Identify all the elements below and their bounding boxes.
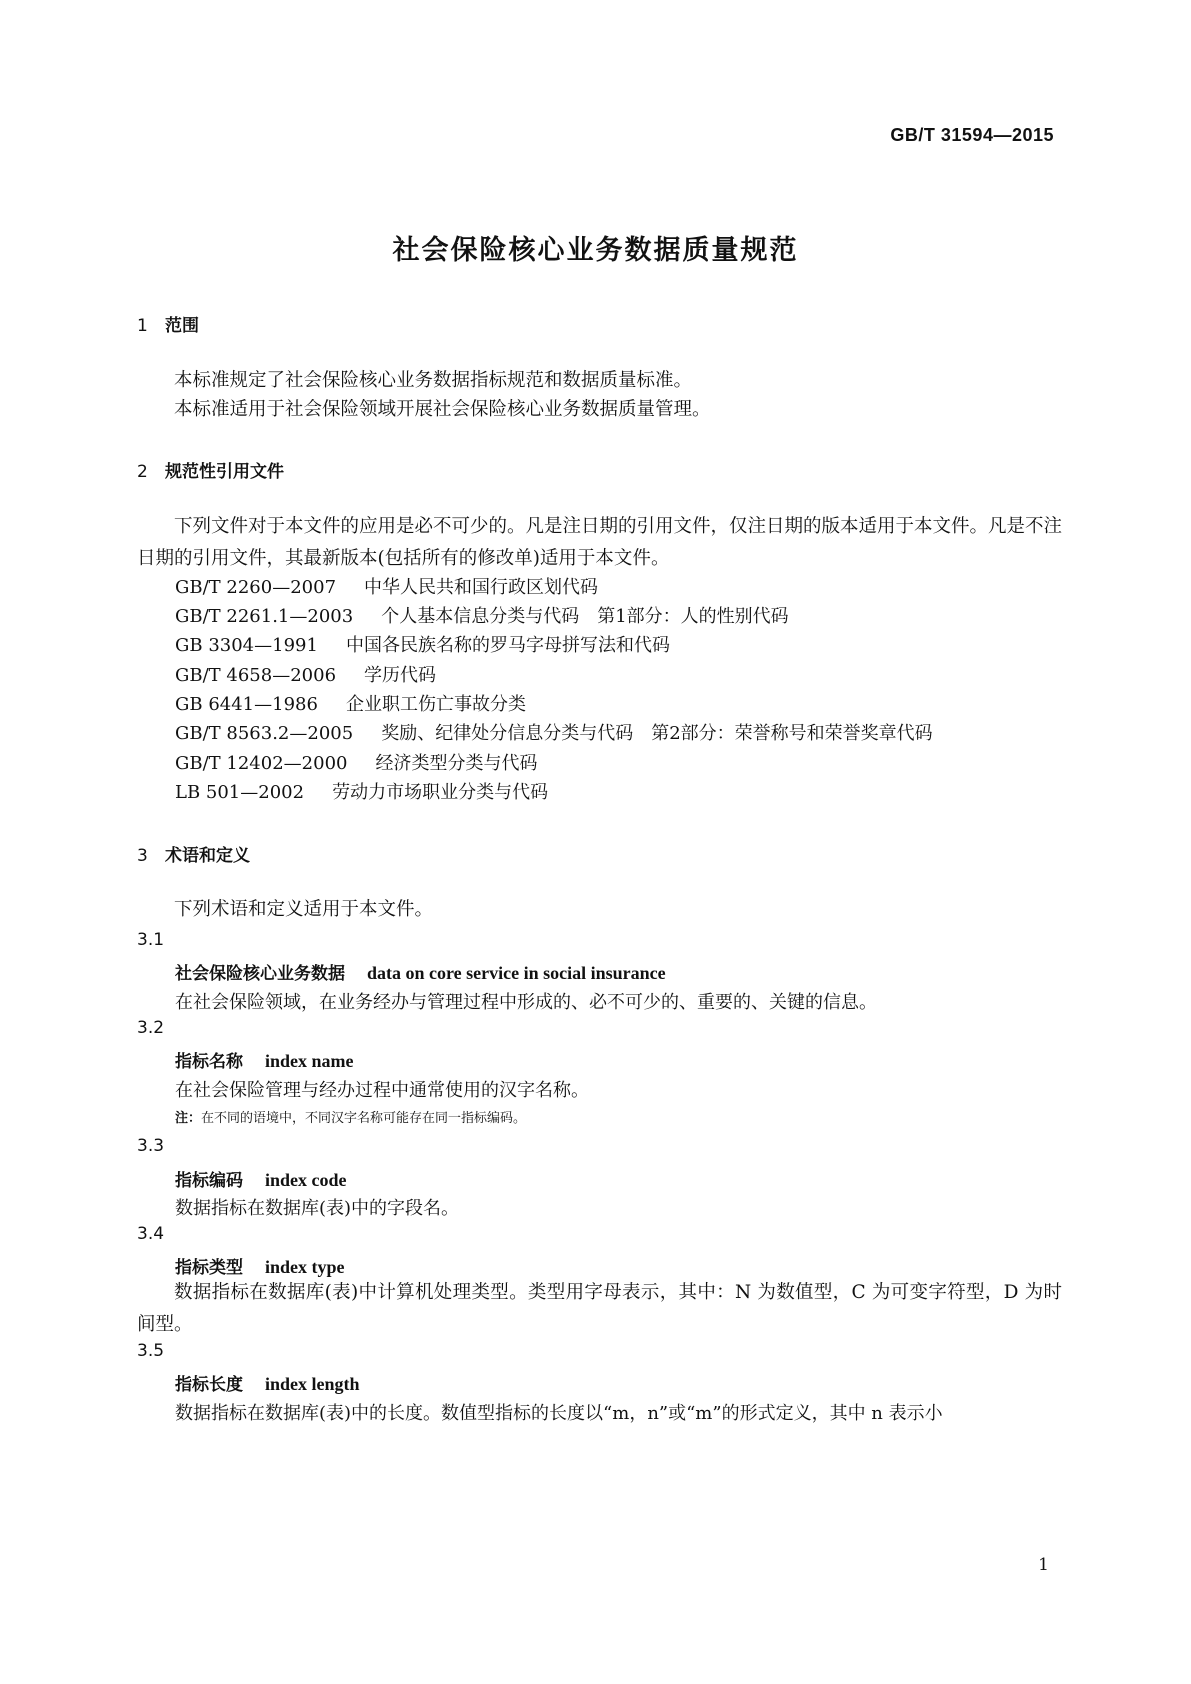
reference-item <box>175 573 598 599</box>
reference-item <box>175 778 548 804</box>
reference-title: 企业职工伤亡事故分类 <box>345 694 526 715</box>
term-name-en: index length <box>265 1374 360 1394</box>
section-1-number: 1 <box>137 316 148 336</box>
reference-title: 中华人民共和国行政区划代码 <box>364 577 599 598</box>
reference-title: 中国各民族名称的罗马字母拼写法和代码 <box>345 635 670 656</box>
section-2-heading <box>137 457 284 482</box>
section-1-title: 范围 <box>165 316 199 336</box>
clause-number: 3.2 <box>137 1018 165 1038</box>
section-1-paragraph-1: 本标准规定了社会保险核心业务数据指标规范和数据质量标准。 <box>174 370 693 391</box>
reference-code: GB/T 8563.2—2005 <box>175 723 354 744</box>
reference-code: GB/T 12402—2000 <box>175 753 348 774</box>
term-definition: 在社会保险领域，在业务经办与管理过程中形成的、必不可少的、重要的、关键的信息。 <box>175 992 877 1013</box>
document-title: 社会保险核心业务数据质量规范 <box>392 235 799 266</box>
section-2-title: 规范性引用文件 <box>165 462 284 482</box>
clause-number: 3.5 <box>137 1341 165 1361</box>
clause-number: 3.4 <box>137 1224 165 1244</box>
term-name-cn: 指标编码 <box>175 1171 243 1191</box>
reference-title: 学历代码 <box>364 665 437 686</box>
reference-code: GB 6441—1986 <box>175 694 318 715</box>
term-name-en: index code <box>265 1170 347 1190</box>
term-definition: 在社会保险管理与经办过程中通常使用的汉字名称。 <box>175 1080 589 1101</box>
term-heading <box>175 1166 347 1191</box>
reference-item <box>175 661 436 687</box>
term-heading <box>175 959 666 984</box>
page-number: 1 <box>1038 1555 1049 1575</box>
term-definition: 数据指标在数据库(表)中的字段名。 <box>175 1198 460 1219</box>
term-heading <box>175 1370 360 1395</box>
reference-title: 个人基本信息分类与代码 第1部分：人的性别代码 <box>381 606 789 627</box>
term-definition: 数据指标在数据库(表)中计算机处理类型。类型用字母表示，其中：N 为数值型，C 为可变字符型，D 为时间型。 <box>137 1282 1062 1335</box>
term-name-cn: 指标名称 <box>175 1052 243 1072</box>
section-3-number: 3 <box>137 846 148 866</box>
section-3-title: 术语和定义 <box>165 846 250 866</box>
term-name-cn: 指标类型 <box>175 1258 243 1278</box>
reference-code: GB/T 4658—2006 <box>175 665 337 686</box>
term-definition: 数据指标在数据库(表)中的长度。数值型指标的长度以“m，n”或“m”的形式定义，其中 n 表示小 <box>175 1403 943 1424</box>
term-name-cn: 指标长度 <box>175 1375 243 1395</box>
reference-code: GB/T 2261.1—2003 <box>175 606 354 627</box>
reference-item <box>175 719 933 745</box>
section-1-heading <box>137 311 199 336</box>
section-1-paragraph-2: 本标准适用于社会保险领域开展社会保险核心业务数据质量管理。 <box>174 399 711 420</box>
clause-number: 3.3 <box>137 1136 165 1156</box>
reference-item <box>175 631 670 657</box>
section-3-intro: 下列术语和定义适用于本文件。 <box>174 899 434 920</box>
term-heading <box>175 1253 345 1278</box>
reference-title: 经济类型分类与代码 <box>375 753 538 774</box>
section-3-heading <box>137 841 250 866</box>
term-note <box>175 1107 526 1126</box>
term-name-en: data on core service in social insurance <box>367 963 666 983</box>
term-name-en: index type <box>265 1257 345 1277</box>
reference-title: 劳动力市场职业分类与代码 <box>332 782 549 803</box>
reference-item <box>175 602 789 628</box>
reference-code: LB 501—2002 <box>175 782 305 803</box>
section-2-number: 2 <box>137 462 148 482</box>
reference-code: GB 3304—1991 <box>175 635 318 656</box>
term-name-cn: 社会保险核心业务数据 <box>175 964 345 984</box>
standard-code: GB/T 31594—2015 <box>890 125 1054 145</box>
note-label: 注： <box>175 1111 202 1126</box>
reference-item <box>175 749 537 775</box>
term-heading <box>175 1047 354 1072</box>
clause-number: 3.1 <box>137 930 165 950</box>
section-2-intro: 下列文件对于本文件的应用是必不可少的。凡是注日期的引用文件，仅注日期的版本适用于本文件。凡是不注日期的引用文件，其最新版本(包括所有的修改单)适用于本文件。 <box>137 516 1063 569</box>
reference-title: 奖励、纪律处分信息分类与代码 第2部分：荣誉称号和荣誉奖章代码 <box>381 723 933 744</box>
note-text: 在不同的语境中，不同汉字名称可能存在同一指标编码。 <box>201 1111 527 1126</box>
reference-code: GB/T 2260—2007 <box>175 577 337 598</box>
term-name-en: index name <box>265 1051 354 1071</box>
reference-item <box>175 690 526 716</box>
